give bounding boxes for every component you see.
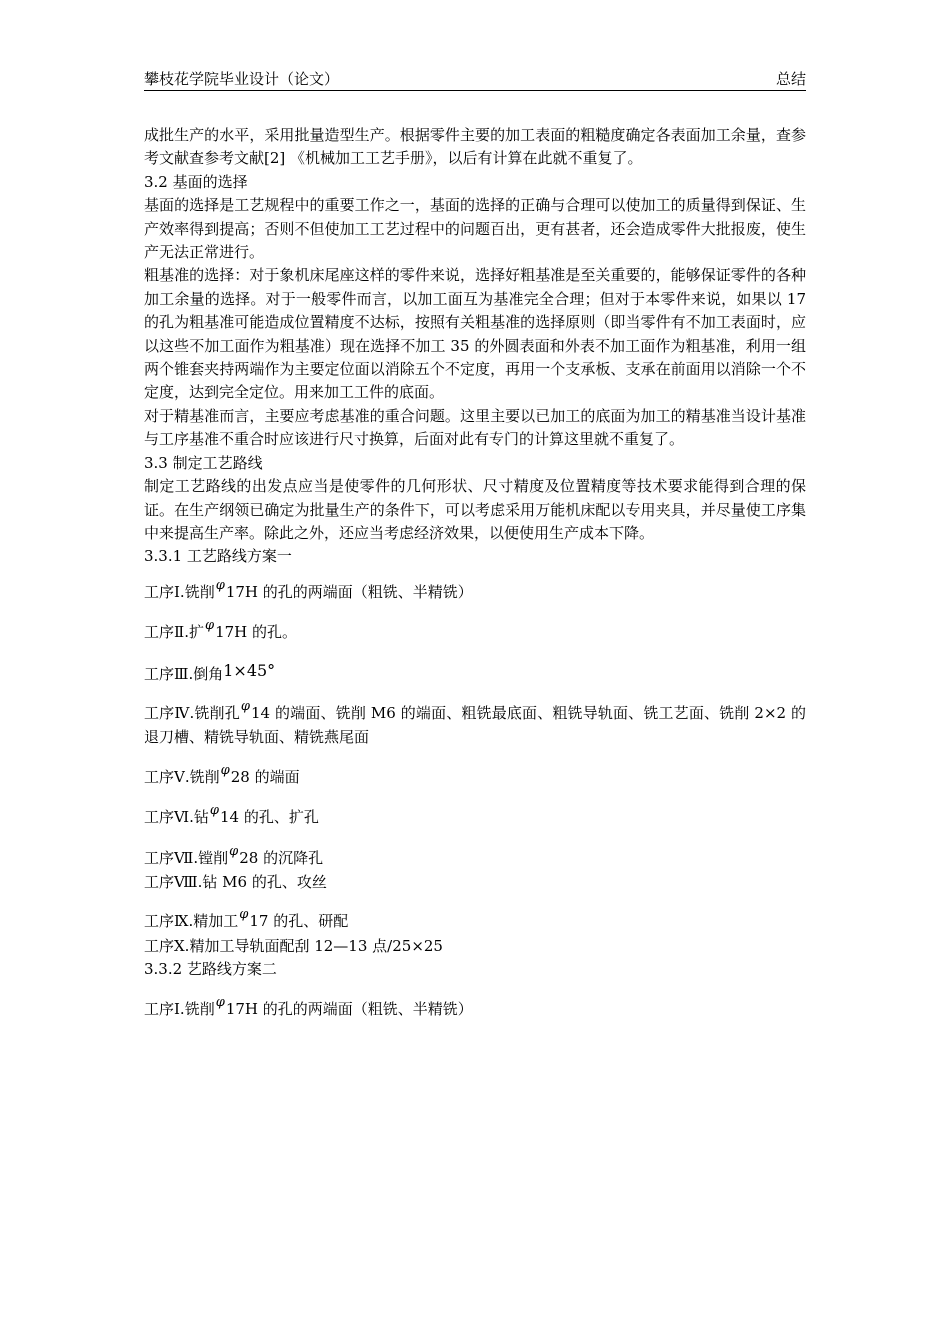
process-step: 工序Ⅳ.铣削孔φ14 的端面、铣削 M6 的端面、粗铣最底面、粗铣导轨面、铣工艺面、铣削 2×2 的退刀槽、精铣导轨面、精铣燕尾面	[144, 698, 807, 747]
phi-symbol: φ	[209, 803, 219, 819]
section-heading: 3.3 制定工艺路线	[144, 453, 263, 472]
times-symbol: ×	[411, 936, 424, 955]
process-step: 工序Ⅴ.铣削φ28 的端面	[144, 762, 300, 786]
header-school: 攀枝花学院毕业设计（论文）	[144, 70, 340, 88]
paragraph: 对于精基准而言，主要应考虑基准的重合问题。这里主要以已加工的底面为加工的精基准当设计基准与工序基准不重合时应该进行尺寸换算，后面对此有专门的计算这里就不重复了。	[144, 406, 806, 449]
subsection-heading: 3.3.2 艺路线方案二	[144, 960, 277, 979]
phi-symbol: φ	[215, 577, 225, 593]
paragraph: 制定工艺路线的出发点应当是使零件的几何形状、尺寸精度及位置精度等技术要求能得到合理的保证。在生产纲领已确定为批量生产的条件下，可以考虑采用万能机床配以专用夹具，并尽量使工序集中来提高生产率。除此之外，还应当考虑经济效果，以便使用生产成本下降。	[144, 477, 806, 542]
process-step: 工序Ⅲ.倒角1×45°	[144, 660, 276, 683]
section-heading: 3.2 基面的选择	[144, 172, 248, 191]
phi-symbol: φ	[215, 994, 225, 1010]
process-step: 工序Ⅷ.钻 M6 的孔、攻丝	[144, 872, 327, 891]
process-step: 工序Ⅱ.扩φ17H 的孔。	[144, 618, 298, 642]
chamfer-formula: 1×45°	[223, 660, 276, 680]
paragraph: 成批生产的水平，采用批量造型生产。根据零件主要的加工表面的粗糙度确定各表面加工余量，查参考文献查参考文献[2] 《机械加工工艺手册》，以后有计算在此就不重复了。	[144, 126, 806, 168]
header-section: 总结	[775, 70, 806, 88]
times-symbol: ×	[763, 703, 777, 722]
phi-symbol: φ	[220, 762, 230, 778]
phi-symbol: φ	[204, 618, 215, 634]
paragraph: 基面的选择是工艺规程中的重要工作之一，基面的选择的正确与合理可以使加工的质量得到保证、生产效率得到提高；否则不但使加工工艺过程中的问题百出，更有甚者，还会造成零件大批报废，使生产无法正常进行。	[144, 196, 806, 262]
paragraph: 粗基准的选择：对于象机床尾座这样的零件来说，选择好粗基准是至关重要的，能够保证零件的各种加工余量的选择。对于一般零件而言，以加工面互为基准完全合理；但对于本零件来说，如果以 17 的孔为粗基准可能造成位置精度不达标，按照有关粗基准的选择原则（即当零件有不加工表面时，应以这些不加工面作为粗基准）现在选择不加工 35 的外圆表面和外表不加工面作为粗基准，利用一组两个锥套夹持两端作为主要定位面以消除五个不定度，再用一个支承板、支承在前面用以消除一个不定度，达到完全定位。用来加工工件的底面。	[144, 266, 806, 402]
document-body	[144, 124, 806, 1022]
page-header	[144, 68, 806, 91]
phi-symbol: φ	[229, 843, 239, 859]
process-step: 工序Ⅰ.铣削φ17H 的孔的两端面（粗铣、半精铣）	[144, 994, 473, 1018]
process-step: 工序Ⅹ.精加工导轨面配刮 12—13 点/25×25	[144, 936, 443, 955]
phi-symbol: φ	[240, 698, 250, 714]
process-step: 工序Ⅶ.镗削φ28 的沉降孔	[144, 843, 324, 867]
phi-symbol: φ	[239, 907, 249, 923]
subsection-heading: 3.3.1 工艺路线方案一	[144, 547, 292, 566]
process-step: 工序Ⅸ.精加工φ17 的孔、研配	[144, 907, 349, 931]
process-step: 工序Ⅵ.钻φ14 的孔、扩孔	[144, 803, 319, 827]
process-step: 工序Ⅰ.铣削φ17H 的孔的两端面（粗铣、半精铣）	[144, 577, 473, 601]
